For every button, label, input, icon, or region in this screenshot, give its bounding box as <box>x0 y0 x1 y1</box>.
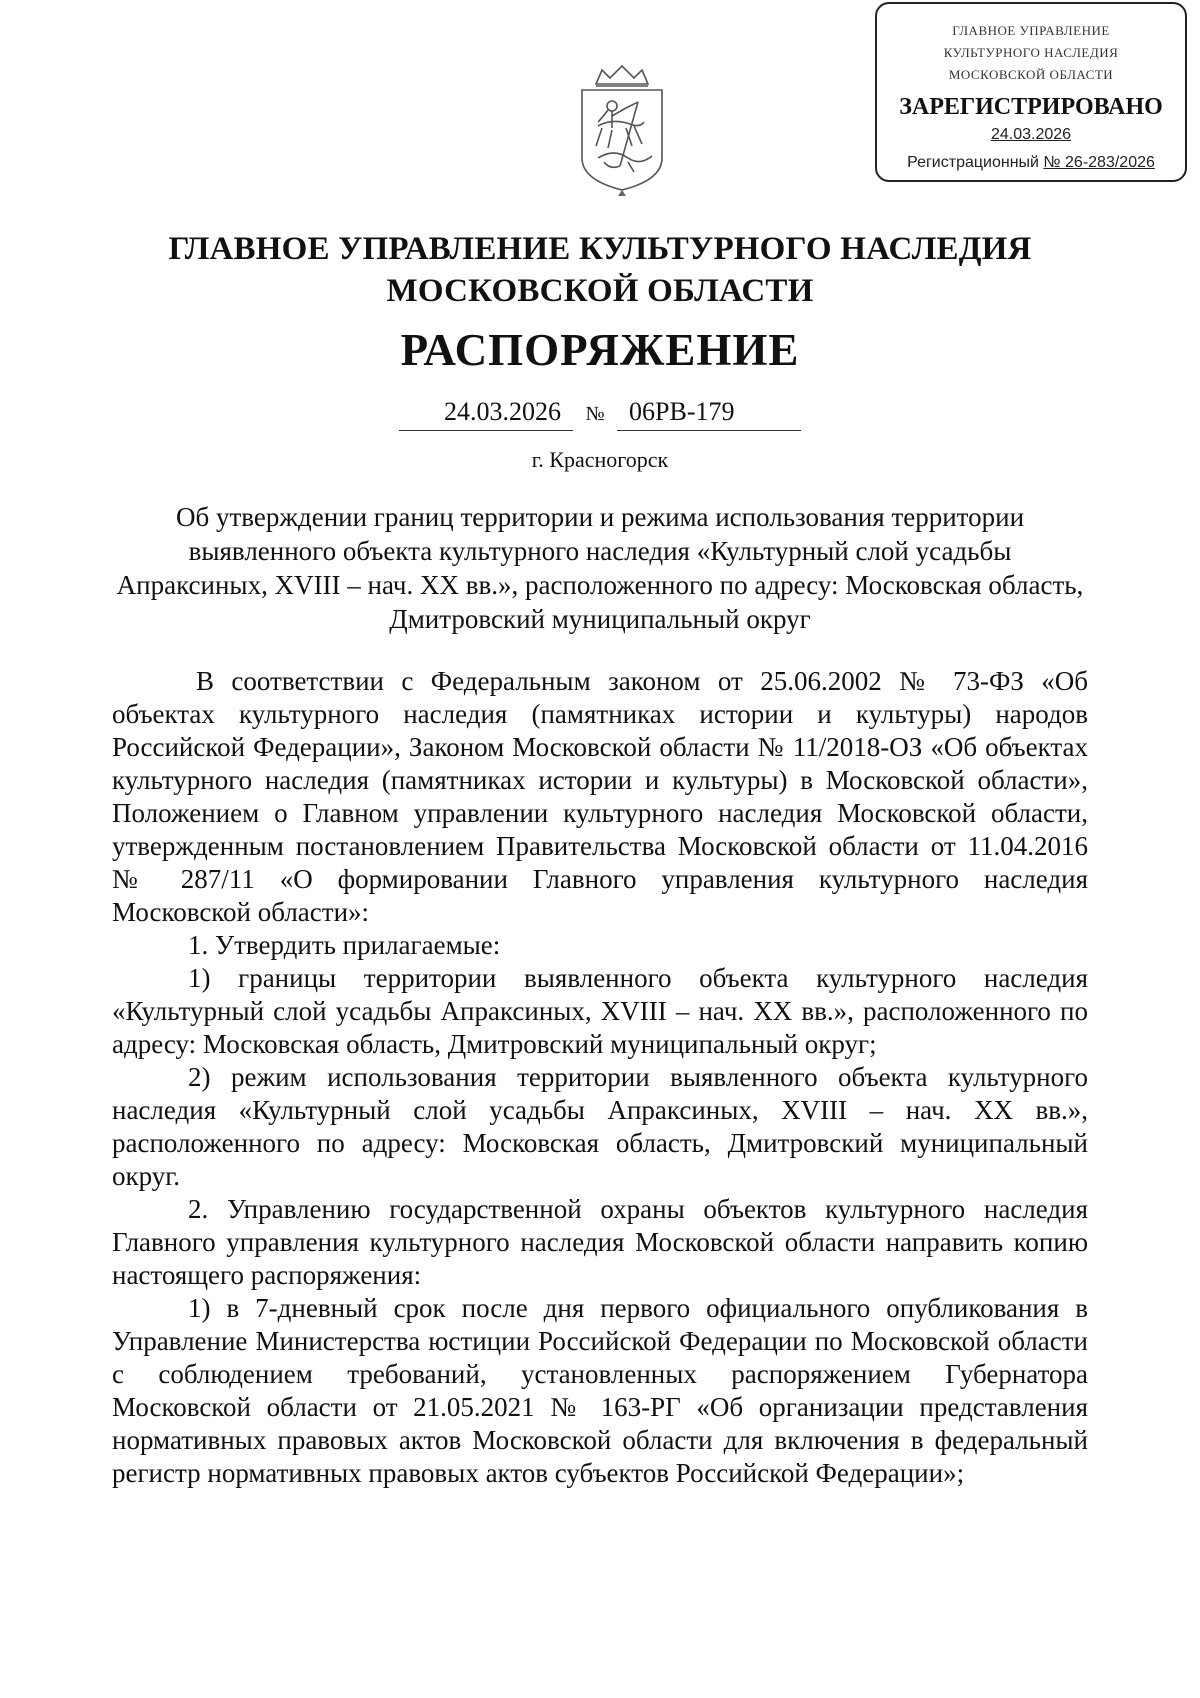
number-sign: № <box>585 403 605 425</box>
title-line-2: выявленного объекта культурного наследия «Культурный слой усадьбы <box>188 536 1012 566</box>
item-1-2: 2) режим использования территории выявленного объекта культурного наследия «Культурный слой усадьбы Апраксиных, XVIII – нач. XX вв.», расположенного по адресу: Московская область, Дмитровский муниципальный округ. <box>112 1062 1088 1191</box>
preamble-paragraph: В соответствии с Федеральным законом от 25.06.2002 № 73-ФЗ «Об объектах культурного наследия (памятниках истории и культуры) народов Российской Федерации», Законом Московской области № 11/2018-ОЗ «Об объектах культурного наследия (памятниках истории и культуры) в Московской области», Положением о Главном управлении культурного наследия Московской области, утвержденным постановлением Правительства Московской области от 11.04.2016 № 287/11 «О формировании Главного управления культурного наследия Московской области»: <box>112 666 1088 927</box>
item-1: 1. Утвердить прилагаемые: <box>188 930 501 960</box>
registration-stamp <box>875 2 1187 182</box>
stamp-org-line-3: МОСКОВСКОЙ ОБЛАСТИ <box>948 67 1114 82</box>
item-1-1: 1) границы территории выявленного объекта культурного наследия «Культурный слой усадьбы Апраксиных, XVIII – нач. XX вв.», расположенного по адресу: Московская область, Дмитровский муниципальный округ; <box>112 963 1088 1059</box>
stamp-status: ЗАРЕГИСТРИРОВАНО <box>899 94 1163 120</box>
organization-name-line-1: ГЛАВНОЕ УПРАВЛЕНИЕ КУЛЬТУРНОГО НАСЛЕДИЯ <box>168 231 1032 267</box>
organization-name-line-2: МОСКОВСКОЙ ОБЛАСТИ <box>386 273 814 309</box>
title-line-4: Дмитровский муниципальный округ <box>389 604 811 634</box>
document-body <box>112 665 1088 1490</box>
moscow-oblast-coat-of-arms-icon <box>568 62 676 198</box>
date-number-line <box>110 394 1090 432</box>
stamp-org-line-2: КУЛЬТУРНОГО НАСЛЕДИЯ <box>943 45 1119 60</box>
document-number: 06РВ-179 <box>617 394 801 431</box>
stamp-org-line-1: ГЛАВНОЕ УПРАВЛЕНИЕ <box>952 23 1110 38</box>
stamp-reg-number: № 26-283/2026 <box>1043 154 1155 171</box>
document-date: 24.03.2026 <box>399 394 573 431</box>
document-type: РАСПОРЯЖЕНИЕ <box>400 325 800 375</box>
title-line-3: Апраксиных, XVIII – нач. XX вв.», расположенного по адресу: Московская область, <box>116 570 1084 600</box>
title-line-1: Об утверждении границ территории и режима использования территории <box>175 502 1025 532</box>
stamp-reg-label: Регистрационный <box>907 154 1039 171</box>
item-2: 2. Управлению государственной охраны объектов культурного наследия Главного управления культурного наследия Московской области направить копию настоящего распоряжения: <box>112 1194 1088 1290</box>
stamp-date: 24.03.2026 <box>990 126 1072 143</box>
document-title <box>110 500 1090 636</box>
organization-name <box>110 228 1090 312</box>
city: г. Красногорск <box>531 447 669 472</box>
stamp-reg-number-line <box>877 154 1185 172</box>
item-2-1: 1) в 7-дневный срок после дня первого официального опубликования в Управление Министерства юстиции Российской Федерации по Московской области с соблюдением требований, установленных распоряжением Губернатора Московской области от 21.05.2021 № 163-РГ «Об организации представления нормативных правовых актов Московской области для включения в федеральный регистр нормативных правовых актов субъектов Российской Федерации»; <box>112 1293 1088 1488</box>
